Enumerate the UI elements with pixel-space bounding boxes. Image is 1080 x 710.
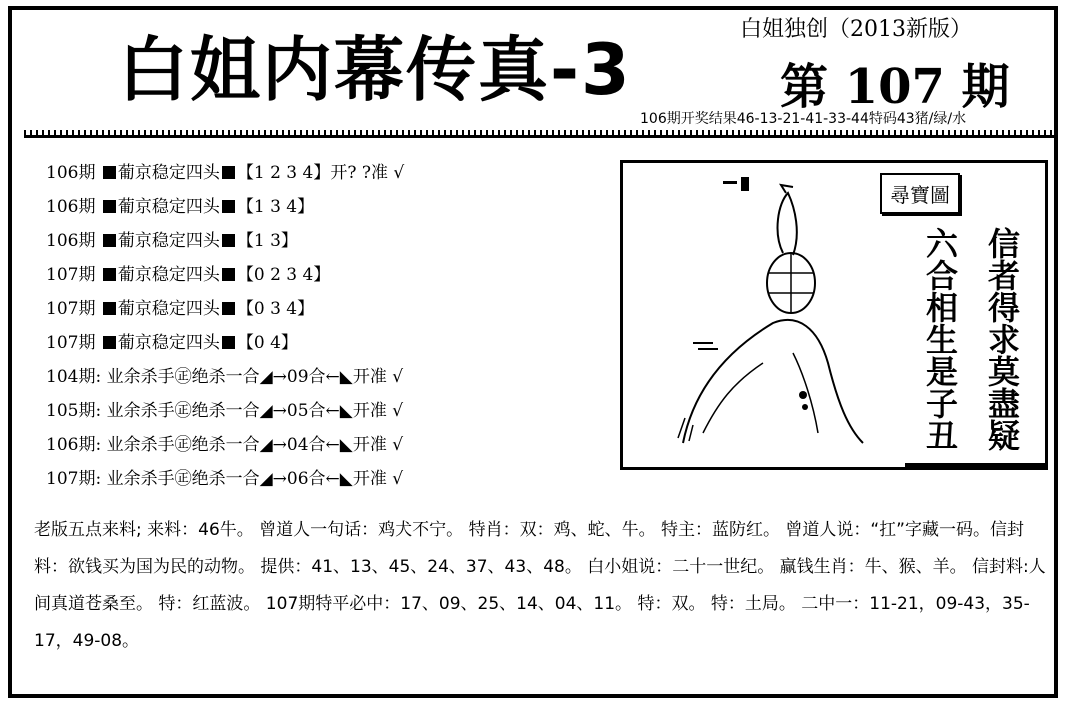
prediction-label: 葡京稳定四头 [117,197,220,217]
black-square-icon [103,302,116,315]
prediction-value: 【0 3 4】 [236,299,315,319]
prediction-period: 106期: [46,435,102,455]
poem-underline [905,463,1047,467]
prediction-row [46,428,606,462]
prediction-row [46,190,606,224]
prediction-value: 【1 3 4】 [236,197,315,217]
prediction-label: 业余杀手㊣绝杀一合 [106,367,260,387]
black-square-icon [103,200,116,213]
black-square-icon [103,234,116,247]
prediction-label: 葡京稳定四头 [117,333,220,353]
prediction-row [46,156,606,190]
poem-right-column: 信者得求莫盡疑 [983,227,1021,451]
black-square-icon [103,336,116,349]
black-square-icon [103,166,116,179]
prediction-period: 106期 [46,197,96,217]
prediction-label: 业余杀手㊣绝杀一合 [106,435,260,455]
bird-on-rock-image [623,163,881,453]
prediction-row [46,462,606,496]
black-square-icon [222,234,235,247]
page-title: 白姐内幕传真-3 [118,29,632,111]
treasure-map-illustration [623,163,881,453]
prediction-label: 葡京稳定四头 [117,299,220,319]
prediction-period: 107期: [46,469,102,489]
prediction-period: 104期: [46,367,102,387]
prediction-row [46,394,606,428]
prediction-row [46,292,606,326]
prediction-row [46,326,606,360]
prediction-value: 【1 3】 [236,231,298,251]
prediction-value: ◢→09合←◣开准 √ [259,367,404,387]
prediction-label: 葡京稳定四头 [117,163,220,183]
prediction-row [46,258,606,292]
treasure-map-label: 尋寶圖 [880,173,960,214]
header-divider [24,130,1058,142]
black-square-icon [222,166,235,179]
black-square-icon [103,268,116,281]
prediction-list [46,156,606,496]
poem-left-column: 六合相生是子丑 [921,227,959,451]
prediction-label: 业余杀手㊣绝杀一合 [106,401,260,421]
prediction-value: ◢→05合←◣开准 √ [259,401,404,421]
prediction-value: ◢→04合←◣开准 √ [259,435,404,455]
prediction-period: 107期 [46,333,96,353]
black-square-icon [222,336,235,349]
prediction-period: 107期 [46,265,96,285]
notes-paragraph: 老版五点来料; 来料：46牛。 曾道人一句话：鸡犬不宁。 特肖：双：鸡、蛇、牛。 特主：蓝防红。 曾道人说：“扛”字藏一码。信封料：欲钱买为国为民的动物。 提供：41、13、45、24、37、43、48。 白小姐说：二十一世纪。 赢钱生肖：牛、猴、羊。 信封料:人间真道苍桑至。 特：红蓝波。 107期特平必中：17、09、25、14、04、11。 特：双。 特：土局。 二中一：11-21，09-43，35-17，49-08。 [34,520,1046,651]
black-square-icon [222,268,235,281]
prediction-value: 【0 2 3 4】 [236,265,331,285]
prediction-label: 葡京稳定四头 [117,231,220,251]
prediction-period: 106期 [46,231,96,251]
black-square-icon [222,302,235,315]
prediction-value: ◢→06合←◣开准 √ [259,469,404,489]
prediction-value: 【1 2 3 4】开? ?准 √ [236,163,405,183]
prediction-label: 葡京稳定四头 [117,265,220,285]
edition-label: 白姐独创（2013新版） [740,17,972,42]
previous-result: 106期开奖结果46-13-21-41-33-44特码43猪/绿/水 [640,111,967,127]
prediction-row [46,360,606,394]
prediction-label: 业余杀手㊣绝杀一合 [106,469,260,489]
treasure-map-panel [620,160,1048,470]
prediction-period: 105期: [46,401,102,421]
black-square-icon [222,200,235,213]
issue-number: 第 107 期 [780,59,1010,115]
prediction-value: 【0 4】 [236,333,298,353]
prediction-row [46,224,606,258]
prediction-period: 107期 [46,299,96,319]
prediction-period: 106期 [46,163,96,183]
